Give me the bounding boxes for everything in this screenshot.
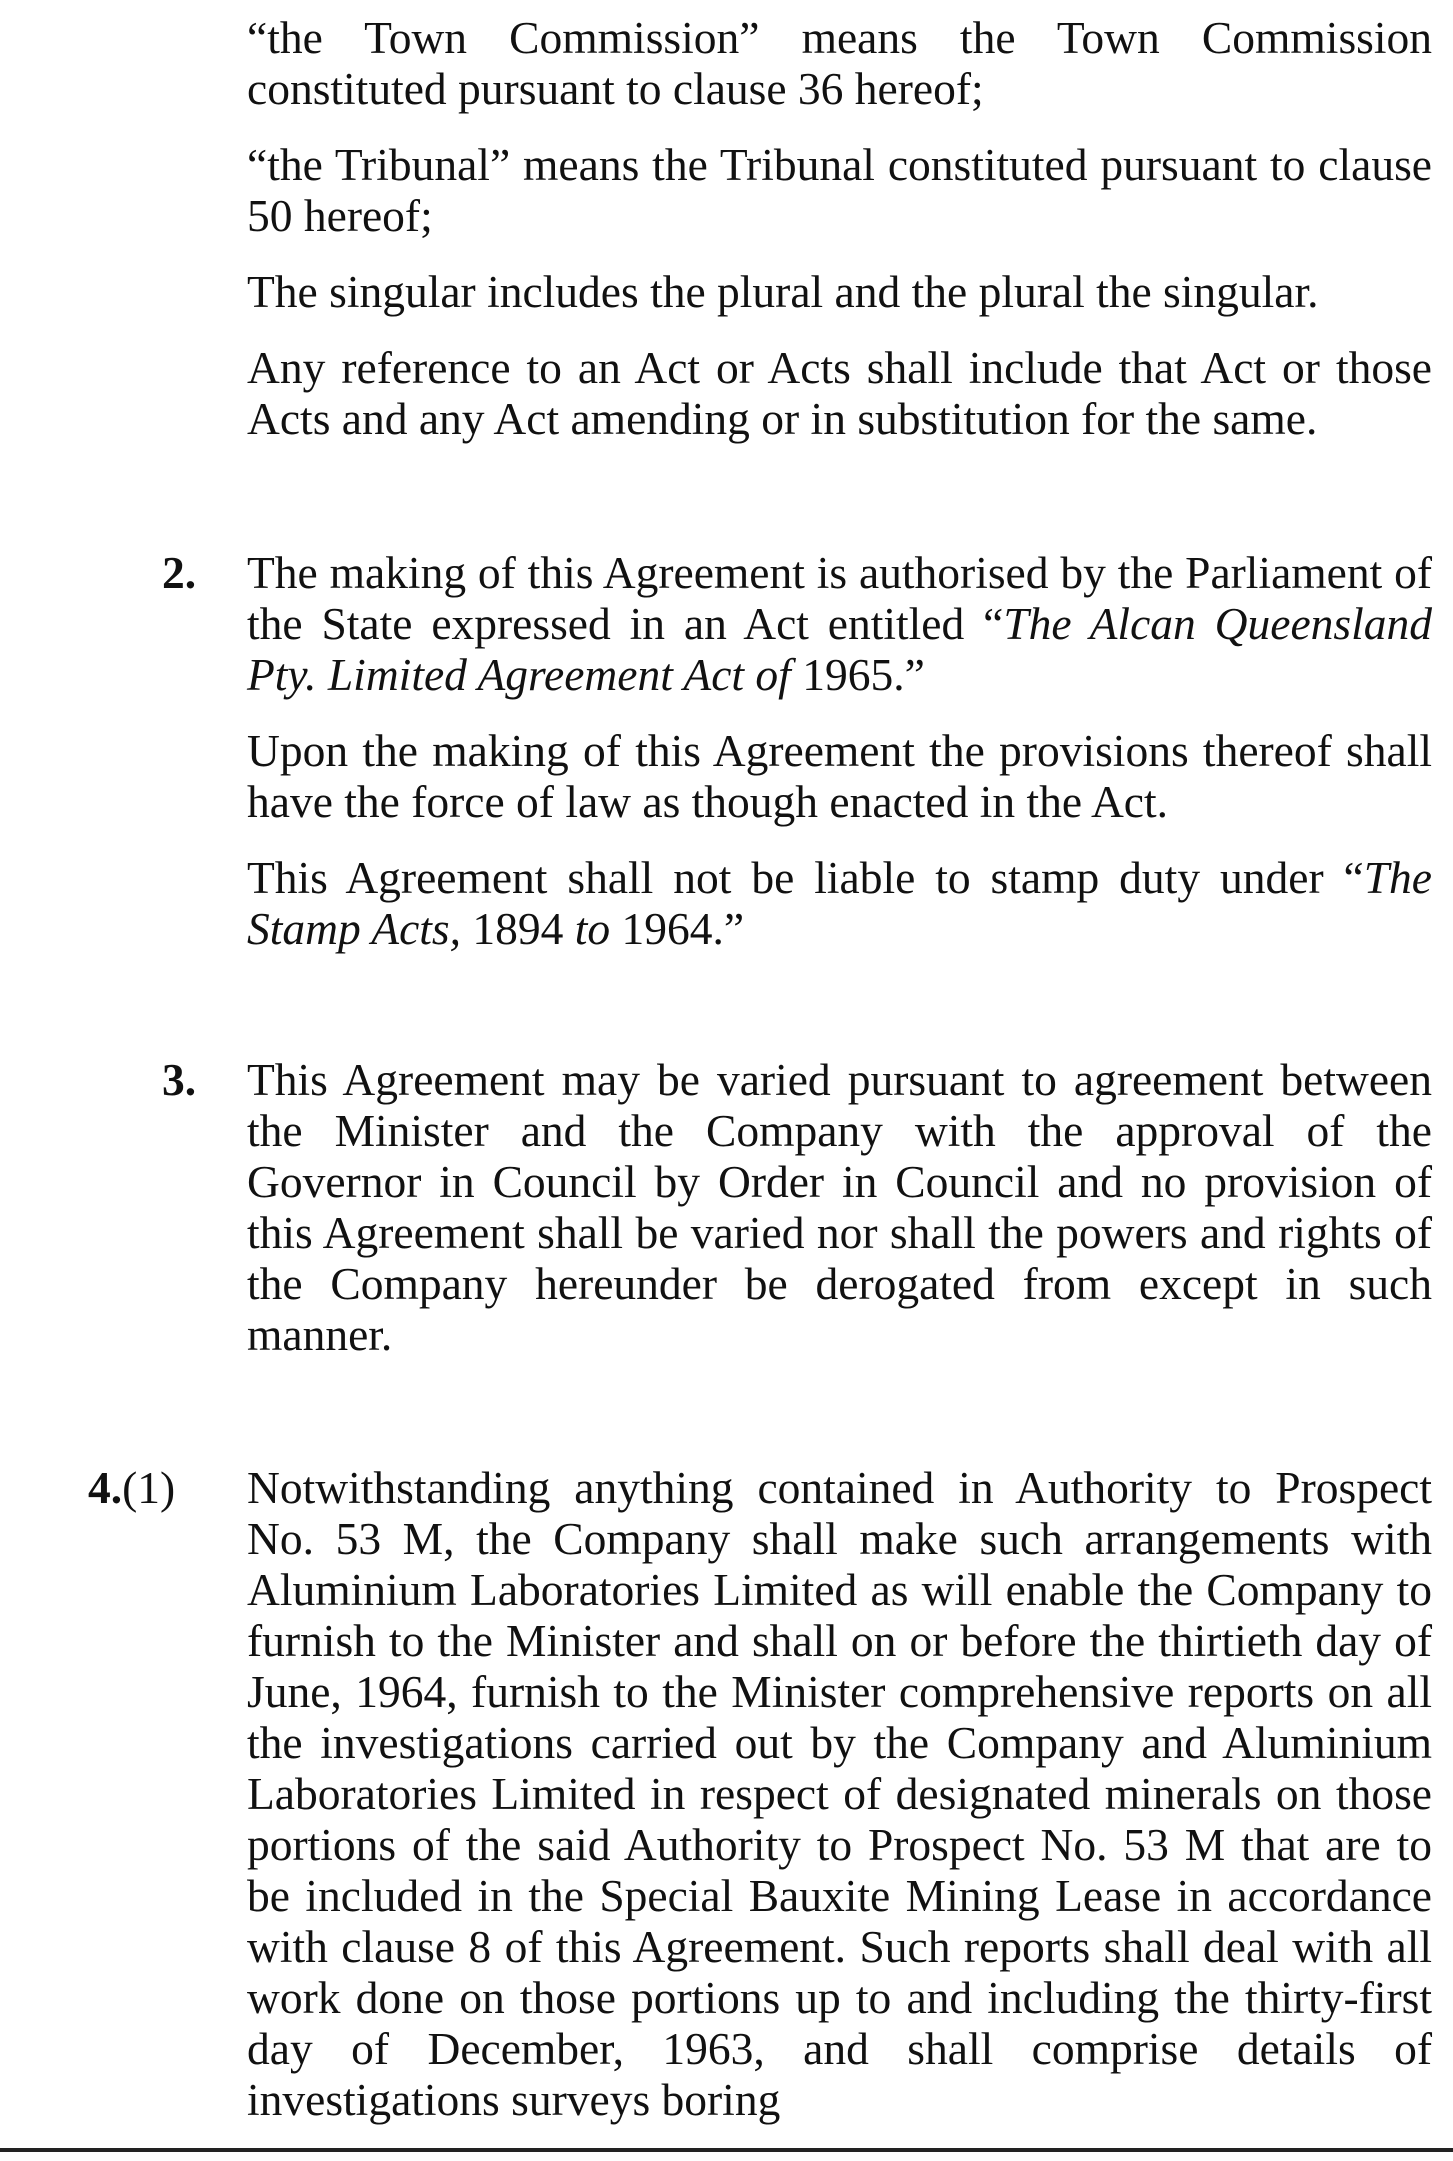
clause-2-to-italic: to xyxy=(574,903,611,954)
clause-2-p3-mid: 1894 xyxy=(461,903,575,954)
clause-4-number xyxy=(88,1462,175,1513)
definition-town-commission: “the Town Commission” means the Town Commission constituted pursuant to clause 36 hereof; xyxy=(247,12,1432,114)
clause-2-paragraph-2: Upon the making of this Agreement the provisions thereof shall have the force of law as though enacted in the Act. xyxy=(247,725,1432,827)
clause-2-paragraph-3 xyxy=(247,852,1432,954)
clause-2-number: 2. xyxy=(162,547,197,598)
clause-2-p3-end: 1964.” xyxy=(610,903,745,954)
clause-4-text: Notwithstanding anything contained in Authority to Prospect No. 53 M, the Company shall make such arrangements with Aluminium Laboratories Limited as will enable the Company to furnish to the Minister and shall on or before the thirtieth day of June, 1964, furnish to the Minister comprehensive reports on all the investigations carried out by the Company and Aluminium Laboratories Limited in respect of designated minerals on those portions of the said Authority to Prospect No. 53 M that are to be included in the Special Bauxite Mining Lease in accordance with clause 8 of this Agreement. Such reports shall deal with all work done on those portions up to and including the thirty-first day of December, 1963, and shall comprise details of investigations surveys boring xyxy=(247,1462,1432,2125)
clause-2-p3-text: This Agreement shall not be liable to stamp duty under “ xyxy=(247,852,1364,903)
clause-2-act-year: 1965.” xyxy=(790,649,925,700)
bottom-rule xyxy=(0,2148,1453,2152)
clause-2-paragraph-1 xyxy=(247,547,1432,700)
clause-2-p1-text: The making of this Agreement is authorised by the Parliament of the State expressed in an Act entitled “ xyxy=(247,547,1432,649)
definition-tribunal: “the Tribunal” means the Tribunal constituted pursuant to clause 50 hereof; xyxy=(247,139,1432,241)
clause-4-main-number: 4. xyxy=(88,1462,123,1513)
clause-3-number: 3. xyxy=(162,1054,197,1105)
clause-2-stamp-acts-title: The Stamp Acts, xyxy=(247,852,1432,954)
clause-2-act-title: The Alcan Queensland Pty. Limited Agreement Act of xyxy=(247,598,1433,700)
clause-4-subnumber: (1) xyxy=(122,1462,176,1513)
definition-singular: The singular includes the plural and the plural the singular. xyxy=(247,266,1319,317)
definition-acts-reference: Any reference to an Act or Acts shall include that Act or those Acts and any Act amending or in substitution for the same. xyxy=(247,342,1432,444)
clause-3-text: This Agreement may be varied pursuant to agreement between the Minister and the Company with the approval of the Governor in Council by Order in Council and no provision of this Agreement shall be varied nor shall the powers and rights of the Company hereunder be derogated from except in such manner. xyxy=(247,1054,1432,1360)
